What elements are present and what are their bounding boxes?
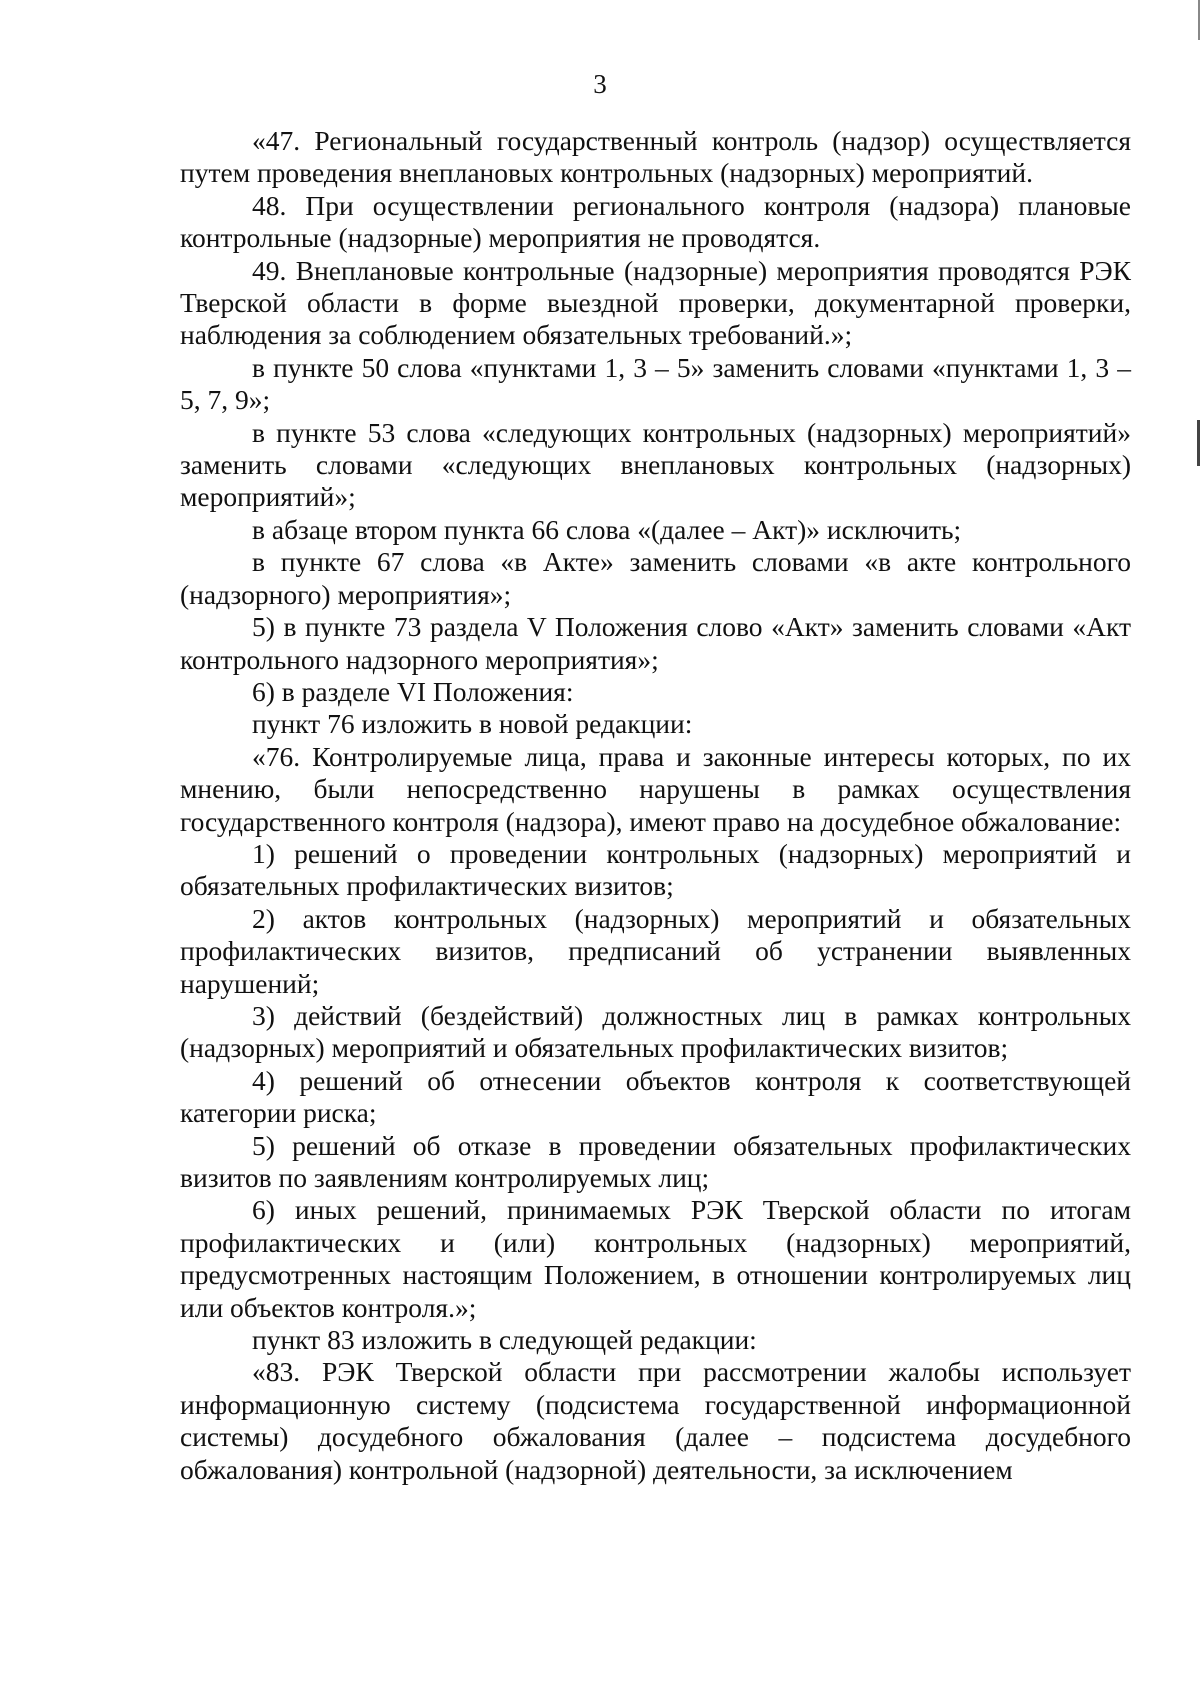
page-number: 3 xyxy=(593,69,607,99)
amendment-point-66: в абзаце втором пункта 66 слова «(далее – Акт)» исключить; xyxy=(252,513,962,545)
point-76-intro: пункт 76 изложить в новой редакции: xyxy=(252,708,693,740)
amendment-point-53: в пункте 53 слова «следующих контрольных (надзорных) мероприятий» заменить словами «следующих внеплановых контрольных (надзорных) мероприятий»; xyxy=(180,416,1131,513)
list-item-4: 4) решений об отнесении объектов контроля к соответствующей категории риска; xyxy=(180,1064,1131,1129)
paragraph-48: 48. При осуществлении регионального контроля (надзора) плановые контрольные (надзорные) мероприятия не проводятся. xyxy=(180,189,1131,254)
amendment-item-6: 6) в разделе VI Положения: xyxy=(252,675,574,707)
list-item-3: 3) действий (бездействий) должностных лиц в рамках контрольных (надзорных) мероприятий и обязательных профилактических визитов; xyxy=(180,999,1131,1064)
amendment-item-5: 5) в пункте 73 раздела V Положения слово «Акт» заменить словами «Акт контрольного надзорного мероприятия»; xyxy=(180,611,1131,675)
list-item-6: 6) иных решений, принимаемых РЭК Тверской области по итогам профилактических и (или) контрольных (надзорных) мероприятий, предусмотренных настоящим Положением, в отношении контролируемых лиц или объектов контроля.»; xyxy=(180,1194,1131,1323)
paragraph-83: «83. РЭК Тверской области при рассмотрении жалобы использует информационную систему (подсистема государственной информационной системы) досудебного обжалования (далее – подсистема досудебного обжалования) контрольной (надзорной) деятельности, за исключением xyxy=(180,1356,1131,1485)
document-body xyxy=(180,125,1131,1486)
list-item-5: 5) решений об отказе в проведении обязательных профилактических визитов по заявлениям контролируемых лиц; xyxy=(180,1129,1131,1193)
paragraph-76: «76. Контролируемые лица, права и законные интересы которых, по их мнению, были непосредственно нарушены в рамках осуществления государственного контроля (надзора), имеют право на досудебное обжалование: xyxy=(180,740,1131,837)
list-item-2: 2) актов контрольных (надзорных) мероприятий и обязательных профилактических визитов, предписаний об устранении выявленных нарушений; xyxy=(180,902,1131,999)
list-item-1: 1) решений о проведении контрольных (надзорных) мероприятий и обязательных профилактических визитов; xyxy=(180,837,1131,902)
point-83-intro: пункт 83 изложить в следующей редакции: xyxy=(252,1324,757,1356)
amendment-point-50: в пункте 50 слова «пунктами 1, 3 – 5» заменить словами «пунктами 1, 3 – 5, 7, 9»; xyxy=(180,351,1131,416)
paragraph-49: 49. Внеплановые контрольные (надзорные) мероприятия проводятся РЭК Тверской области в форме выездной проверки, документарной проверки, наблюдения за соблюдением обязательных требований.»; xyxy=(180,254,1131,351)
amendment-point-67: в пункте 67 слова «в Акте» заменить словами «в акте контрольного (надзорного) мероприятия»; xyxy=(180,546,1131,610)
paragraph-47: «47. Региональный государственный контроль (надзор) осуществляется путем проведения внеплановых контрольных (надзорных) мероприятий. xyxy=(180,125,1131,189)
